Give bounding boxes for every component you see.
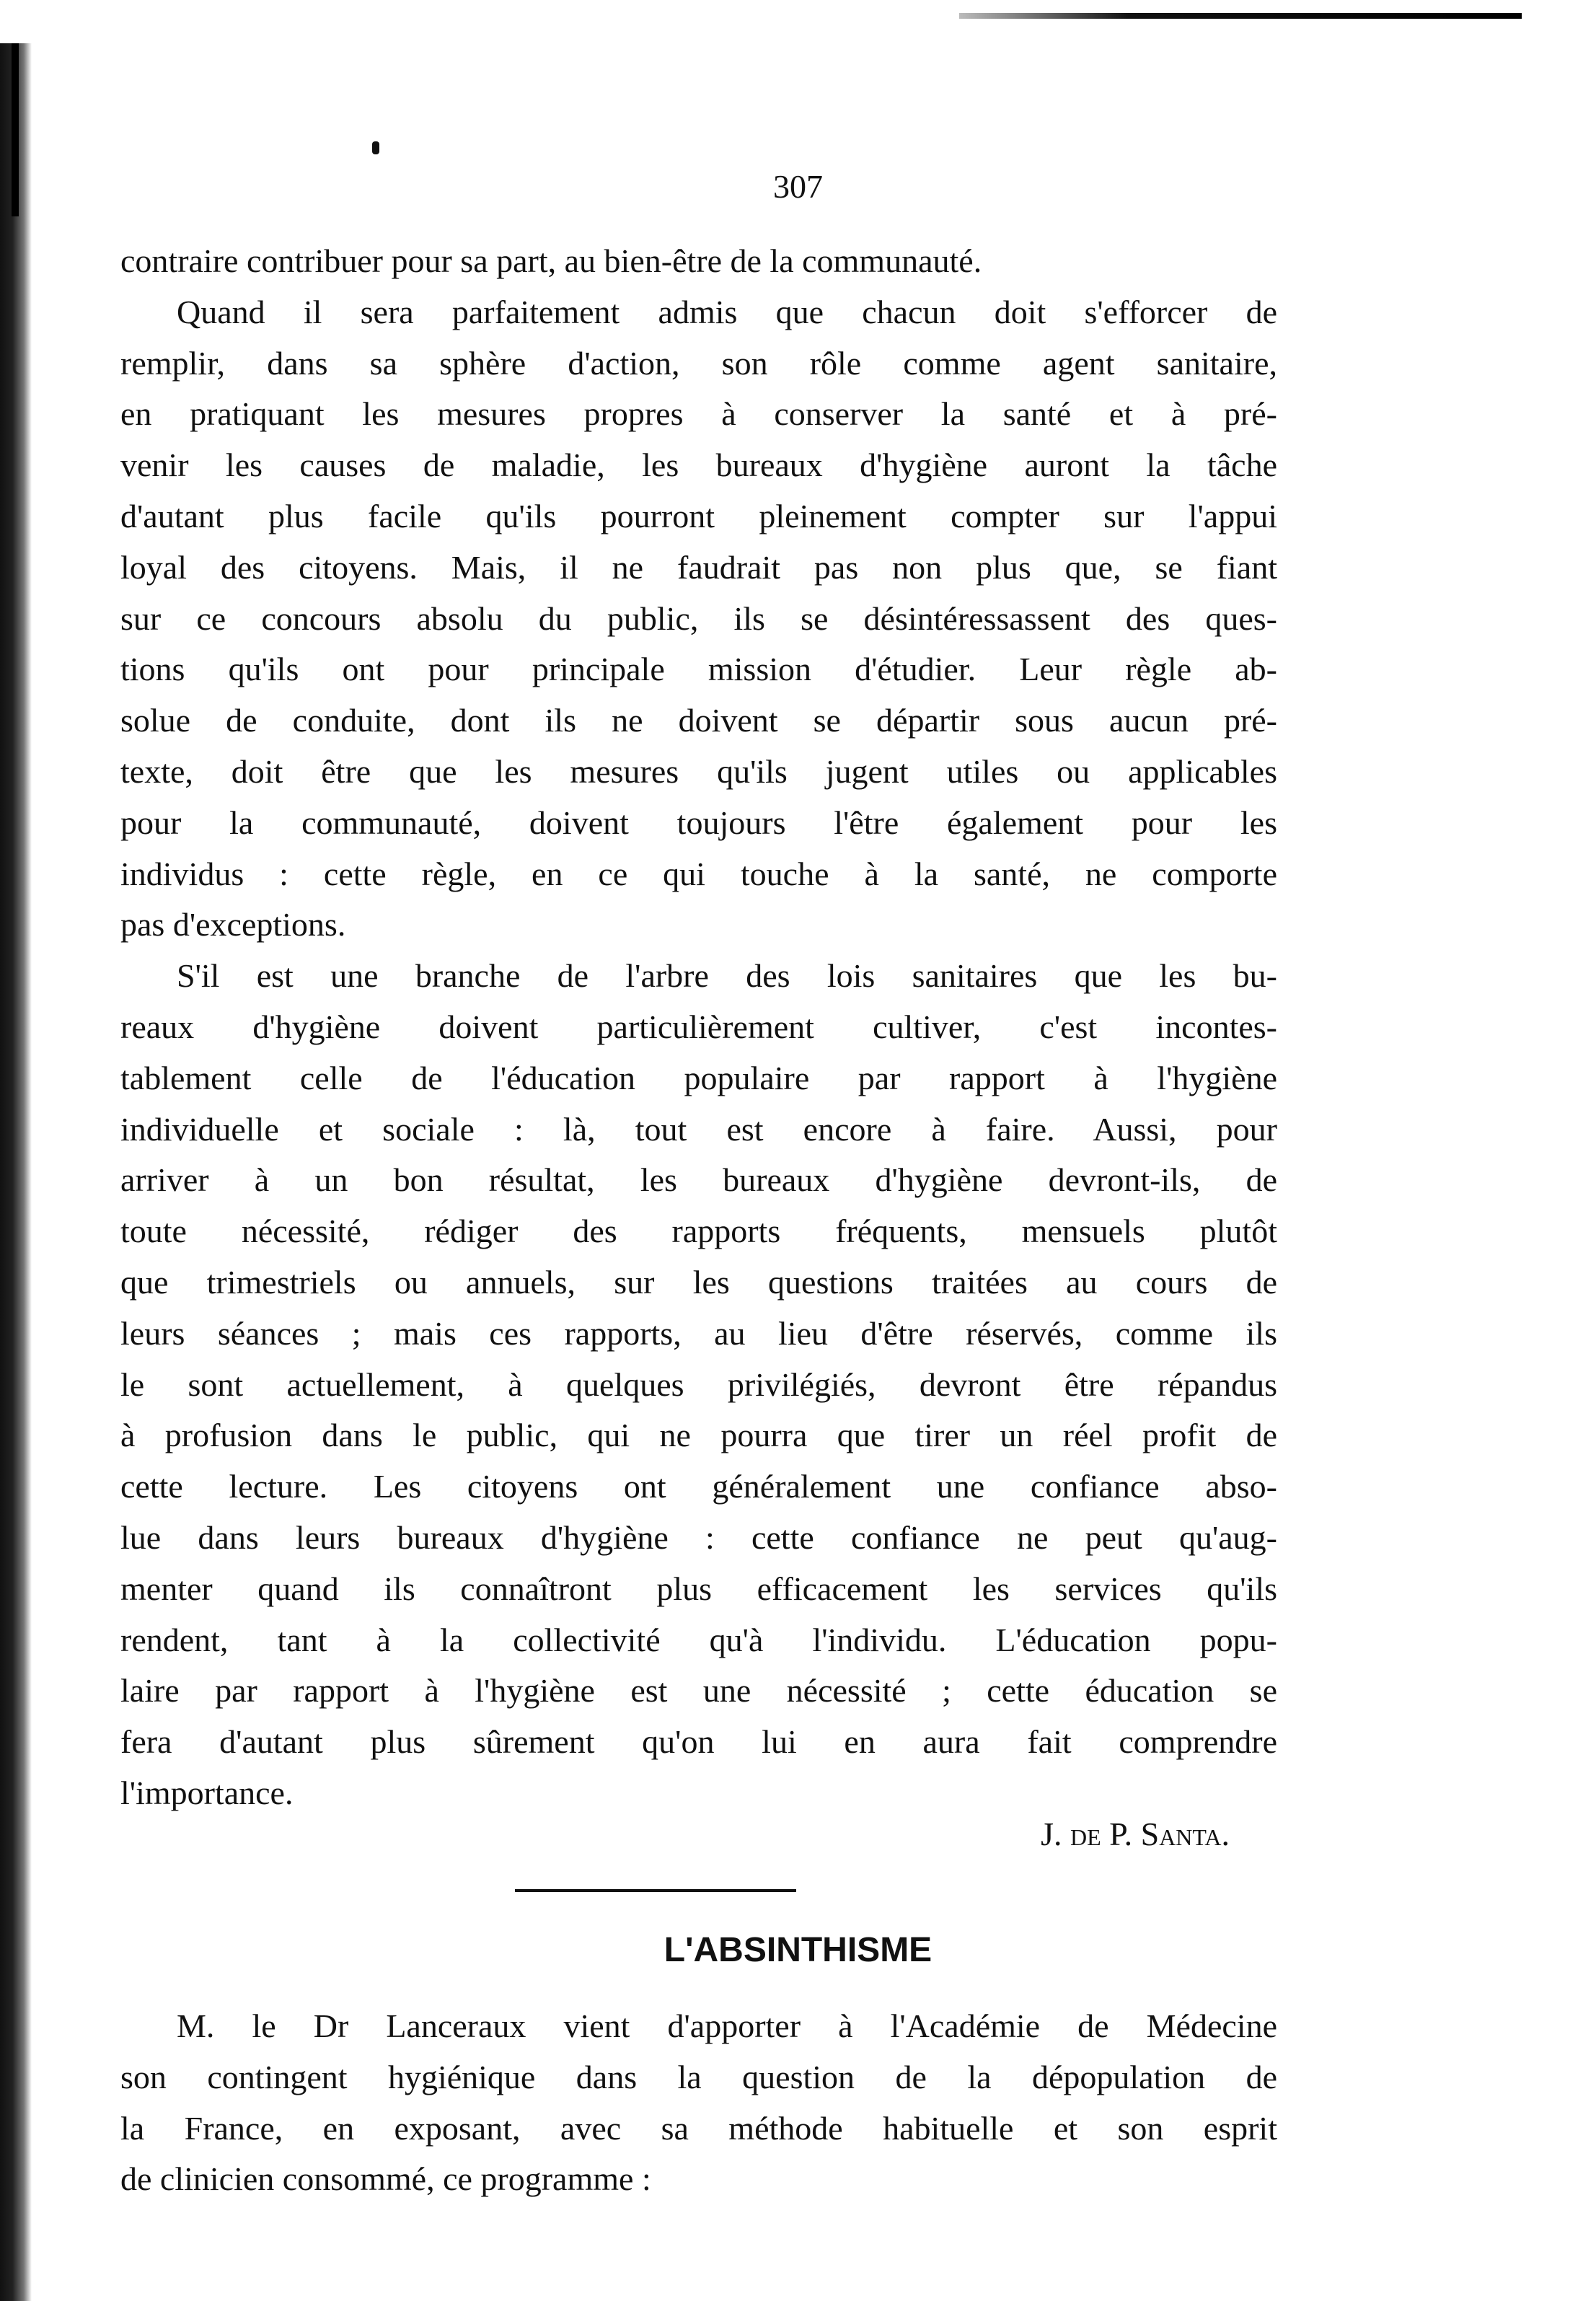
text-line: cette lecture. Les citoyens ont généralement une confiance abso- bbox=[120, 1468, 1277, 1505]
text-line: le sont actuellement, à quelques privilégiés, devront être répandus bbox=[120, 1365, 1277, 1403]
text-line: toute nécessité, rédiger des rapports fréquents, mensuels plutôt bbox=[120, 1213, 1277, 1250]
text-line: reaux d'hygiène doivent particulièrement cultiver, c'est incontes- bbox=[120, 1008, 1277, 1045]
text-line: tablement celle de l'éducation populaire par rapport à l'hygiène bbox=[120, 1059, 1277, 1096]
text-line: pas d'exceptions. bbox=[120, 906, 346, 943]
page-number: 307 bbox=[773, 168, 823, 205]
text-line: l'importance. bbox=[120, 1774, 294, 1811]
text-line: S'il est une branche de l'arbre des lois sanitaires que les bu- bbox=[177, 957, 1277, 995]
article-body bbox=[120, 236, 1277, 1819]
text-line: la France, en exposant, avec sa méthode habituelle et son esprit bbox=[120, 2109, 1277, 2147]
text-line: menter quand ils connaîtront plus efficacement les services qu'ils bbox=[120, 1570, 1277, 1607]
text-line: individus : cette règle, en ce qui touche à la santé, ne comporte bbox=[120, 855, 1277, 892]
text-line: contraire contribuer pour sa part, au bien-être de la communauté. bbox=[120, 242, 982, 279]
text-line: texte, doit être que les mesures qu'ils jugent utiles ou applicables bbox=[120, 752, 1277, 790]
text-line: arriver à un bon résultat, les bureaux d'hygiène devront-ils, de bbox=[120, 1161, 1277, 1199]
text-line: sur ce concours absolu du public, ils se désintéressassent des ques- bbox=[120, 599, 1277, 637]
text-line: Quand il sera parfaitement admis que chacun doit s'efforcer de bbox=[177, 293, 1277, 330]
text-line: à profusion dans le public, qui ne pourra que tirer un réel profit de bbox=[120, 1417, 1277, 1454]
text-line: venir les causes de maladie, les bureaux d'hygiène auront la tâche bbox=[120, 446, 1277, 484]
scan-top-rule bbox=[959, 13, 1522, 19]
text-line: tions qu'ils ont pour principale mission d'étudier. Leur règle ab- bbox=[120, 651, 1277, 688]
text-line: en pratiquant les mesures propres à conserver la santé et à pré- bbox=[120, 395, 1277, 433]
text-line: lue dans leurs bureaux d'hygiène : cette confiance ne peut qu'aug- bbox=[120, 1518, 1277, 1556]
text-line: fera d'autant plus sûrement qu'on lui en aura fait comprendre bbox=[120, 1723, 1277, 1761]
text-line: solue de conduite, dont ils ne doivent se départir sous aucun pré- bbox=[120, 702, 1277, 739]
text-line: d'autant plus facile qu'ils pourront pleinement compter sur l'appui bbox=[120, 497, 1277, 534]
author-signature: J. de P. Santa. bbox=[1041, 1816, 1230, 1852]
text-line: remplir, dans sa sphère d'action, son rôle comme agent sanitaire, bbox=[120, 344, 1277, 382]
text-line: son contingent hygiénique dans la question de la dépopulation de bbox=[120, 2058, 1277, 2095]
scan-speck bbox=[372, 141, 379, 154]
text-line: leurs séances ; mais ces rapports, au lieu d'être réservés, comme ils bbox=[120, 1314, 1277, 1352]
section-divider bbox=[515, 1889, 796, 1892]
section-body bbox=[120, 2001, 1277, 2205]
text-line: de clinicien consommé, ce programme : bbox=[120, 2160, 651, 2198]
text-line: M. le Dr Lanceraux vient d'apporter à l'Académie de Médecine bbox=[177, 2007, 1277, 2044]
text-line: loyal des citoyens. Mais, il ne faudrait pas non plus que, se fiant bbox=[120, 548, 1277, 586]
section-heading: L'ABSINTHISME bbox=[663, 1931, 933, 1969]
text-line: que trimestriels ou annuels, sur les questions traitées au cours de bbox=[120, 1263, 1277, 1301]
text-line: rendent, tant à la collectivité qu'à l'individu. L'éducation popu- bbox=[120, 1621, 1277, 1658]
text-line: pour la communauté, doivent toujours l'être également pour les bbox=[120, 804, 1277, 841]
text-line: individuelle et sociale : là, tout est encore à faire. Aussi, pour bbox=[120, 1110, 1277, 1148]
text-line: laire par rapport à l'hygiène est une nécessité ; cette éducation se bbox=[120, 1672, 1277, 1710]
